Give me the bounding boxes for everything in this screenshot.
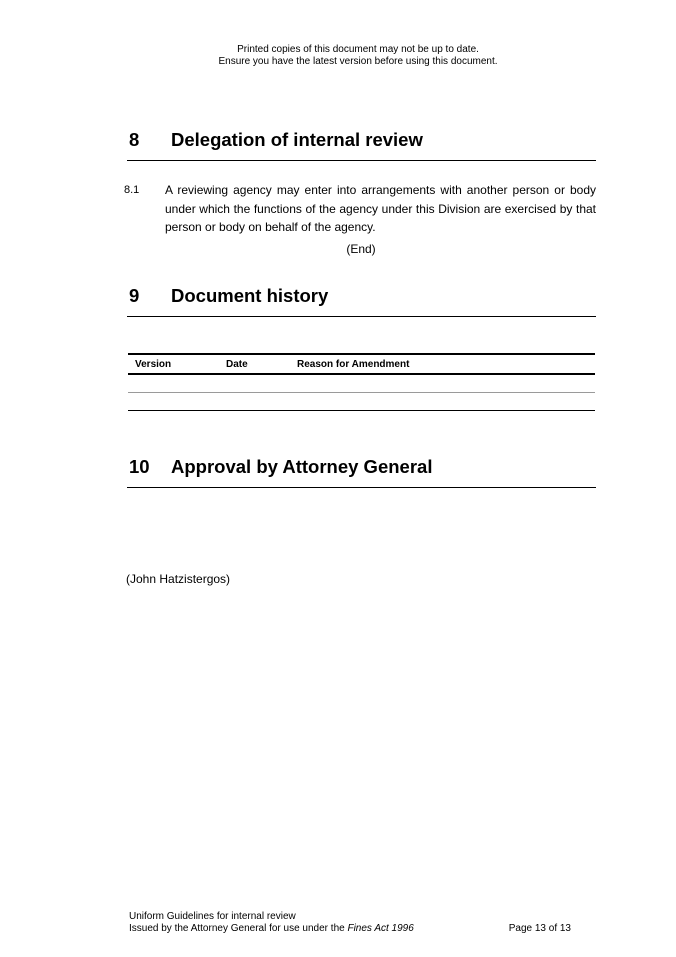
paragraph-8-1 <box>122 181 596 237</box>
notice-line-2: Ensure you have the latest version before using this document. <box>218 56 498 67</box>
section-title: Delegation of internal review <box>171 129 423 150</box>
section-title: Document history <box>171 285 329 306</box>
section-number: 8 <box>129 129 140 150</box>
section-8-heading <box>127 129 596 161</box>
document-history-table <box>128 353 595 411</box>
footer-issued-by <box>129 923 571 935</box>
paragraph-text: A reviewing agency may enter into arrangements with another person or body under which the functions of the agency under this Division are exercised by that person or body on behalf of the agency. <box>165 183 596 234</box>
table-header-row <box>128 353 595 375</box>
table-row <box>128 393 595 411</box>
section-10-heading <box>127 456 596 488</box>
page-footer <box>129 911 571 935</box>
end-marker: (End) <box>346 242 376 256</box>
column-header-reason: Reason for Amendment <box>297 359 410 370</box>
section-number: 9 <box>129 285 140 306</box>
section-title: Approval by Attorney General <box>171 456 433 477</box>
signatory-name: (John Hatzistergos) <box>126 572 231 586</box>
footer-act-name: Fines Act 1996 <box>347 923 414 934</box>
table-row <box>128 375 595 393</box>
footer-issued-prefix: Issued by the Attorney General for use under the <box>129 923 348 934</box>
footer-document-title: Uniform Guidelines for internal review <box>129 911 296 922</box>
paragraph-number: 8.1 <box>124 184 140 196</box>
notice-line-1: Printed copies of this document may not be up to date. <box>237 44 479 55</box>
column-header-version: Version <box>135 359 172 370</box>
print-notice <box>0 44 676 68</box>
page-number: Page 13 of 13 <box>508 923 571 934</box>
section-9-heading <box>127 285 596 317</box>
section-number: 10 <box>129 456 150 477</box>
column-header-date: Date <box>226 359 248 370</box>
